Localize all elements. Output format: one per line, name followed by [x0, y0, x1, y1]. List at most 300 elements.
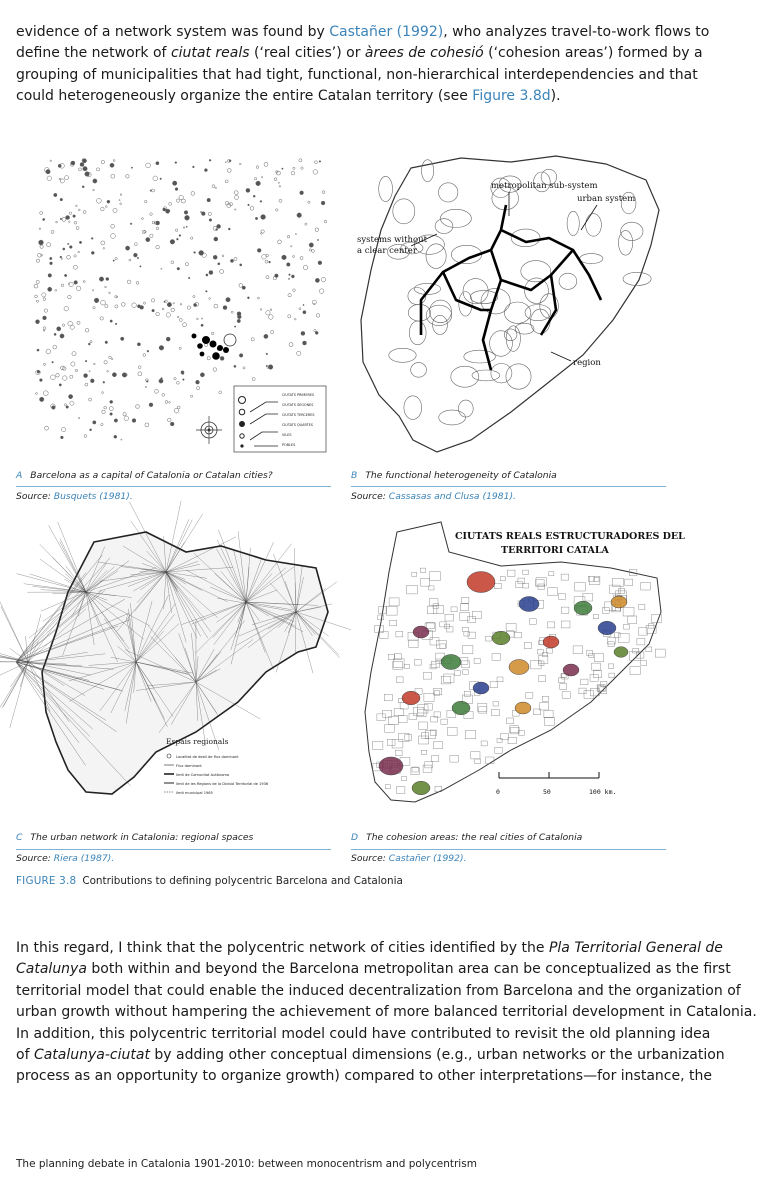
city-dot: [288, 315, 291, 318]
city-dot: [65, 176, 69, 180]
panel-letter: A: [16, 470, 23, 481]
city-dot: [90, 379, 94, 383]
italic-term: Pla Territorial General de: [548, 940, 723, 956]
city-dot: [69, 221, 71, 223]
caption-text: Barcelona as a capital of Catalonia or Catalan cities?: [30, 470, 273, 481]
city-dot: [120, 194, 122, 196]
city-dot: [102, 392, 104, 394]
city-dot: [93, 307, 95, 309]
city-dot: [175, 188, 178, 191]
city-dot: [151, 299, 154, 302]
city-dot: [110, 413, 113, 416]
city-dot: [140, 266, 141, 267]
city-dot: [187, 306, 190, 309]
city-dot: [152, 309, 155, 312]
city-dot: [107, 200, 110, 203]
city-dot: [260, 309, 262, 311]
city-dot: [78, 251, 80, 253]
city-dot: [48, 274, 52, 278]
city-dot: [73, 215, 76, 218]
panel-source-d: [351, 853, 467, 864]
city-dot: [231, 311, 233, 313]
legend-label: VILES: [282, 433, 292, 437]
text: both within and beyond the Barcelona metropolitan area can be conceptualized as the first: [86, 961, 731, 978]
text: (‘cohesion areas’) formed by a: [483, 45, 703, 62]
body-line-5: In addition, this polycentric territorial model could have contributed to revisit the old planning idea: [16, 1025, 711, 1042]
cohesion-area: [563, 664, 579, 676]
city-dot: [113, 160, 115, 162]
city-dot: [105, 286, 107, 288]
city-dot: [145, 386, 146, 387]
source-link-castaner[interactable]: Castañer (1992).: [388, 853, 467, 864]
figure-panel-d: [351, 512, 685, 820]
city-dot: [66, 406, 69, 409]
city-dot: [42, 293, 46, 297]
city-dot: [39, 240, 44, 245]
city-dot: [209, 271, 213, 275]
city-dot: [64, 306, 69, 311]
city-dot: [177, 316, 179, 318]
city-dot: [299, 308, 301, 310]
city-dot: [115, 296, 117, 298]
city-dot: [201, 318, 202, 319]
city-dot: [161, 268, 162, 269]
cohesion-area: [509, 660, 529, 675]
city-dot: [207, 198, 211, 202]
text: define the network of: [16, 45, 171, 62]
city-dot: [109, 407, 113, 411]
city-dot: [110, 400, 113, 403]
city-dot: [103, 248, 105, 250]
source-link-busquets[interactable]: Busquets (1981).: [53, 491, 133, 502]
city-dot: [102, 410, 106, 414]
city-dot: [200, 352, 205, 357]
cohesion-area: [452, 701, 470, 715]
city-dot: [89, 371, 90, 372]
city-dot: [70, 325, 74, 329]
city-dot: [204, 169, 207, 172]
city-dot: [160, 178, 162, 180]
city-dot: [177, 267, 180, 270]
city-dot: [62, 427, 66, 431]
city-dot: [318, 261, 322, 265]
city-dot: [188, 277, 190, 279]
city-dot: [289, 274, 291, 276]
city-dot: [36, 393, 38, 395]
city-dot: [291, 171, 295, 175]
city-dot: [119, 200, 120, 201]
city-dot: [179, 347, 181, 349]
city-dot: [300, 191, 304, 195]
scale-label: 50: [543, 788, 551, 796]
city-dot: [303, 311, 306, 314]
city-dot: [126, 175, 130, 179]
city-dot: [169, 202, 172, 205]
figure-link-3-8d[interactable]: Figure 3.8d: [472, 88, 551, 105]
city-dot: [206, 274, 208, 276]
italic-term: ciutat reals: [170, 45, 250, 62]
caption-text: The functional heterogeneity of Catalonia: [365, 470, 557, 481]
scale-label: 100 km.: [589, 788, 617, 796]
city-dot: [51, 375, 56, 380]
city-dot: [225, 180, 228, 183]
city-dot: [156, 312, 160, 316]
city-dot: [84, 435, 87, 438]
city-dot: [115, 323, 117, 325]
city-dot: [239, 354, 243, 358]
city-dot: [73, 265, 77, 269]
city-dot: [162, 308, 164, 310]
city-dot: [201, 324, 203, 326]
figure-caption: [16, 875, 403, 887]
city-dot: [175, 162, 177, 164]
legend-label: límit de Comunitat Autònoma: [176, 773, 230, 777]
city-dot: [52, 361, 54, 363]
city-dot: [113, 208, 117, 212]
city-dot: [324, 220, 327, 223]
city-dot: [261, 233, 263, 235]
city-dot: [134, 253, 138, 257]
municipality-cell: [630, 666, 640, 674]
city-dot: [253, 195, 255, 197]
city-dot: [309, 249, 311, 251]
city-dot: [60, 179, 64, 183]
legend-label: CIUTATS TERCERES: [282, 413, 315, 417]
city-dot: [136, 281, 139, 284]
source-link-cassasas[interactable]: Cassasas and Clusa (1981).: [388, 491, 516, 502]
city-dot: [69, 395, 73, 399]
city-dot: [36, 280, 39, 283]
dot-map-image: [16, 150, 331, 458]
city-dot: [74, 281, 78, 285]
city-dot: [191, 395, 193, 397]
panel-letter: B: [351, 470, 358, 481]
city-dot: [223, 306, 227, 310]
city-dot: [230, 259, 233, 262]
city-dot: [121, 439, 122, 440]
city-dot: [93, 421, 96, 424]
city-dot: [101, 423, 103, 425]
city-dot: [150, 213, 153, 216]
city-dot: [303, 304, 304, 305]
city-dot: [213, 368, 217, 372]
cohesion-area: [519, 597, 539, 612]
city-dot: [48, 287, 52, 291]
city-dot: [200, 211, 201, 212]
panel-caption-a: [16, 470, 273, 481]
city-dot: [319, 161, 321, 163]
source-prefix: Source:: [351, 491, 389, 502]
city-dot: [269, 315, 274, 320]
city-dot: [44, 309, 47, 312]
city-dot: [225, 162, 226, 163]
city-dot: [299, 159, 302, 162]
city-dot: [156, 245, 160, 249]
city-dot: [265, 260, 268, 263]
cohesion-area: [492, 631, 510, 645]
city-dot: [282, 255, 287, 260]
text: by adding other conceptual dimensions (e.g., urban networks or the urbanization: [149, 1047, 725, 1064]
city-dot: [177, 381, 180, 384]
city-dot: [100, 317, 103, 320]
city-dot: [40, 379, 43, 382]
city-dot: [54, 193, 57, 196]
city-dot: [289, 343, 293, 347]
city-dot: [278, 182, 279, 183]
caption-rule-d: [351, 849, 666, 850]
intro-line-4: [16, 86, 656, 107]
region-cell: [379, 176, 393, 201]
city-dot: [114, 419, 117, 422]
city-dot: [156, 162, 159, 165]
city-dot: [66, 216, 70, 220]
city-dot: [92, 290, 93, 291]
city-dot: [297, 213, 302, 218]
city-dot: [71, 362, 75, 366]
city-dot: [212, 185, 215, 188]
city-dot: [174, 378, 176, 380]
city-dot: [300, 257, 303, 260]
city-dot: [222, 255, 224, 257]
city-dot: [185, 215, 190, 220]
flow-line: [58, 522, 86, 592]
city-dot: [53, 345, 57, 349]
city-dot: [46, 349, 51, 354]
city-dot: [293, 167, 295, 169]
city-dot: [96, 168, 99, 171]
city-dot: [36, 259, 39, 262]
city-dot: [305, 223, 307, 225]
city-dot: [60, 198, 63, 201]
caption-text: The cohesion areas: the real cities of Catalonia: [366, 832, 583, 843]
city-dot: [47, 176, 52, 181]
city-dot: [43, 391, 48, 396]
city-dot: [313, 170, 318, 175]
city-dot: [176, 199, 179, 202]
city-dot: [261, 177, 262, 178]
city-dot: [177, 406, 180, 409]
city-dot: [150, 190, 151, 191]
source-prefix: Source:: [16, 853, 54, 864]
city-dot: [246, 188, 250, 192]
city-dot: [50, 262, 53, 265]
city-dot: [103, 381, 105, 383]
legend-label: límit de les Regions de la Divisió Territorial de 1936: [176, 782, 269, 786]
city-dot: [205, 344, 208, 347]
city-dot: [99, 277, 103, 281]
city-dot: [163, 208, 166, 211]
city-dot: [134, 243, 137, 246]
city-dot: [170, 240, 175, 245]
city-dot: [97, 198, 102, 203]
city-dot: [149, 403, 153, 407]
city-dot: [206, 291, 208, 293]
city-dot: [321, 277, 326, 282]
map-title-line-1: CIUTATS REALS ESTRUCTURADORES DEL: [455, 531, 685, 542]
city-dot: [312, 250, 315, 253]
city-dot: [155, 390, 159, 394]
city-dot: [69, 212, 71, 214]
city-dot: [129, 259, 131, 261]
city-dot: [194, 252, 196, 254]
city-dot: [240, 163, 242, 165]
city-dot: [112, 373, 116, 377]
city-dot: [69, 283, 70, 284]
cohesion-area: [473, 682, 489, 694]
city-dot: [223, 347, 229, 353]
city-dot: [101, 241, 105, 245]
city-dot: [166, 337, 170, 341]
city-dot: [184, 211, 188, 215]
city-dot: [215, 187, 217, 189]
city-dot: [70, 375, 73, 378]
city-dot: [317, 239, 319, 241]
city-dot: [91, 238, 93, 240]
city-dot: [109, 356, 112, 359]
city-dot: [180, 304, 182, 306]
city-dot: [208, 212, 211, 215]
city-dot: [261, 215, 266, 220]
body-line-7: process as an opportunity to organize growth) compared to other interpretations—for instance, the: [16, 1068, 712, 1085]
city-dot: [175, 229, 178, 232]
text: , who analyzes travel-to-work flows to: [443, 24, 710, 40]
text: In this regard, I think that the polycentric network of cities identified by the: [16, 940, 549, 956]
city-dot: [214, 304, 218, 308]
city-dot: [69, 246, 72, 249]
city-dot: [131, 167, 132, 168]
city-dot: [211, 332, 214, 335]
functional-map-image: [351, 150, 666, 458]
legend-label: Flux dominant: [176, 764, 202, 768]
city-dot: [68, 243, 69, 244]
city-dot: [62, 217, 66, 221]
label-metropolitan: metropolitan sub-system: [491, 181, 598, 191]
city-dot: [212, 352, 220, 360]
city-dot: [248, 204, 250, 206]
city-dot: [268, 365, 273, 370]
city-dot: [183, 323, 187, 327]
city-dot: [218, 263, 220, 265]
city-dot: [237, 312, 241, 316]
city-dot: [35, 295, 38, 298]
cohesion-area: [614, 647, 628, 658]
city-dot: [141, 218, 143, 220]
city-dot: [237, 319, 240, 322]
city-dot: [76, 227, 79, 230]
city-dot: [301, 331, 305, 335]
city-dot: [250, 207, 254, 211]
city-dot: [146, 238, 150, 242]
city-dot: [159, 346, 164, 351]
city-dot: [173, 181, 177, 185]
source-link-riera[interactable]: Riera (1987).: [53, 853, 115, 864]
scale-bar: [496, 772, 616, 796]
city-dot: [156, 227, 159, 230]
city-dot: [75, 369, 77, 371]
cohesion-area: [611, 596, 627, 608]
city-dot: [301, 167, 303, 169]
municipality-cell: [641, 661, 647, 666]
city-dot: [43, 218, 45, 220]
city-dot: [266, 311, 270, 315]
legend-label: límit municipal 1965: [176, 791, 213, 795]
figure-panel-a: [16, 150, 331, 458]
cohesion-area: [402, 691, 420, 705]
city-dot: [104, 406, 107, 409]
italic-term: àrees de cohesió: [364, 45, 484, 62]
city-dot: [110, 320, 112, 322]
city-dot: [264, 162, 268, 166]
city-dot: [67, 255, 71, 259]
city-dot: [234, 257, 237, 260]
city-dot: [171, 308, 175, 312]
city-dot: [209, 298, 211, 300]
city-dot: [47, 243, 51, 247]
city-dot: [161, 378, 163, 380]
map-legend-c: [164, 737, 269, 795]
cohesion-area: [467, 572, 495, 593]
city-dot: [192, 334, 197, 339]
city-dot: [234, 365, 236, 367]
city-dot: [191, 192, 195, 196]
label-no-center-1: systems without: [357, 235, 427, 245]
city-dot: [199, 251, 204, 256]
city-dot: [308, 201, 310, 203]
source-prefix: Source:: [16, 491, 54, 502]
cohesion-area: [574, 601, 592, 615]
city-dot: [252, 378, 255, 381]
city-dot: [43, 327, 46, 330]
city-dot: [83, 281, 85, 283]
city-dot: [202, 336, 210, 344]
city-dot: [36, 300, 38, 302]
cohesion-area: [413, 626, 429, 638]
city-dot: [287, 263, 291, 267]
city-dot: [113, 260, 114, 261]
legend-label: CIUTATS QUARTES: [282, 423, 313, 427]
panel-caption-d: [351, 832, 582, 843]
city-dot: [107, 371, 109, 373]
city-dot: [85, 329, 89, 333]
city-dot: [165, 401, 168, 404]
city-dot: [150, 234, 153, 237]
city-dot: [78, 209, 80, 211]
city-dot: [50, 160, 52, 162]
cohesion-area: [598, 621, 616, 635]
city-dot: [191, 237, 193, 239]
city-dot: [171, 261, 174, 264]
city-dot: [293, 256, 295, 258]
city-dot: [111, 234, 116, 239]
city-dot: [140, 306, 144, 310]
city-dot: [80, 163, 84, 167]
city-dot: [256, 166, 259, 169]
city-dot: [61, 284, 64, 287]
city-dot: [55, 289, 57, 291]
city-dot: [315, 228, 319, 232]
city-dot: [132, 303, 137, 308]
city-dot: [79, 241, 81, 243]
city-dot: [40, 245, 43, 248]
city-dot: [254, 177, 257, 180]
citation-link-castaner[interactable]: Castañer (1992): [329, 24, 444, 40]
city-dot: [228, 228, 230, 230]
city-dot: [266, 353, 268, 355]
city-dot: [70, 401, 74, 405]
city-dot: [181, 199, 185, 203]
city-dot: [166, 209, 170, 213]
city-dot: [177, 238, 179, 240]
